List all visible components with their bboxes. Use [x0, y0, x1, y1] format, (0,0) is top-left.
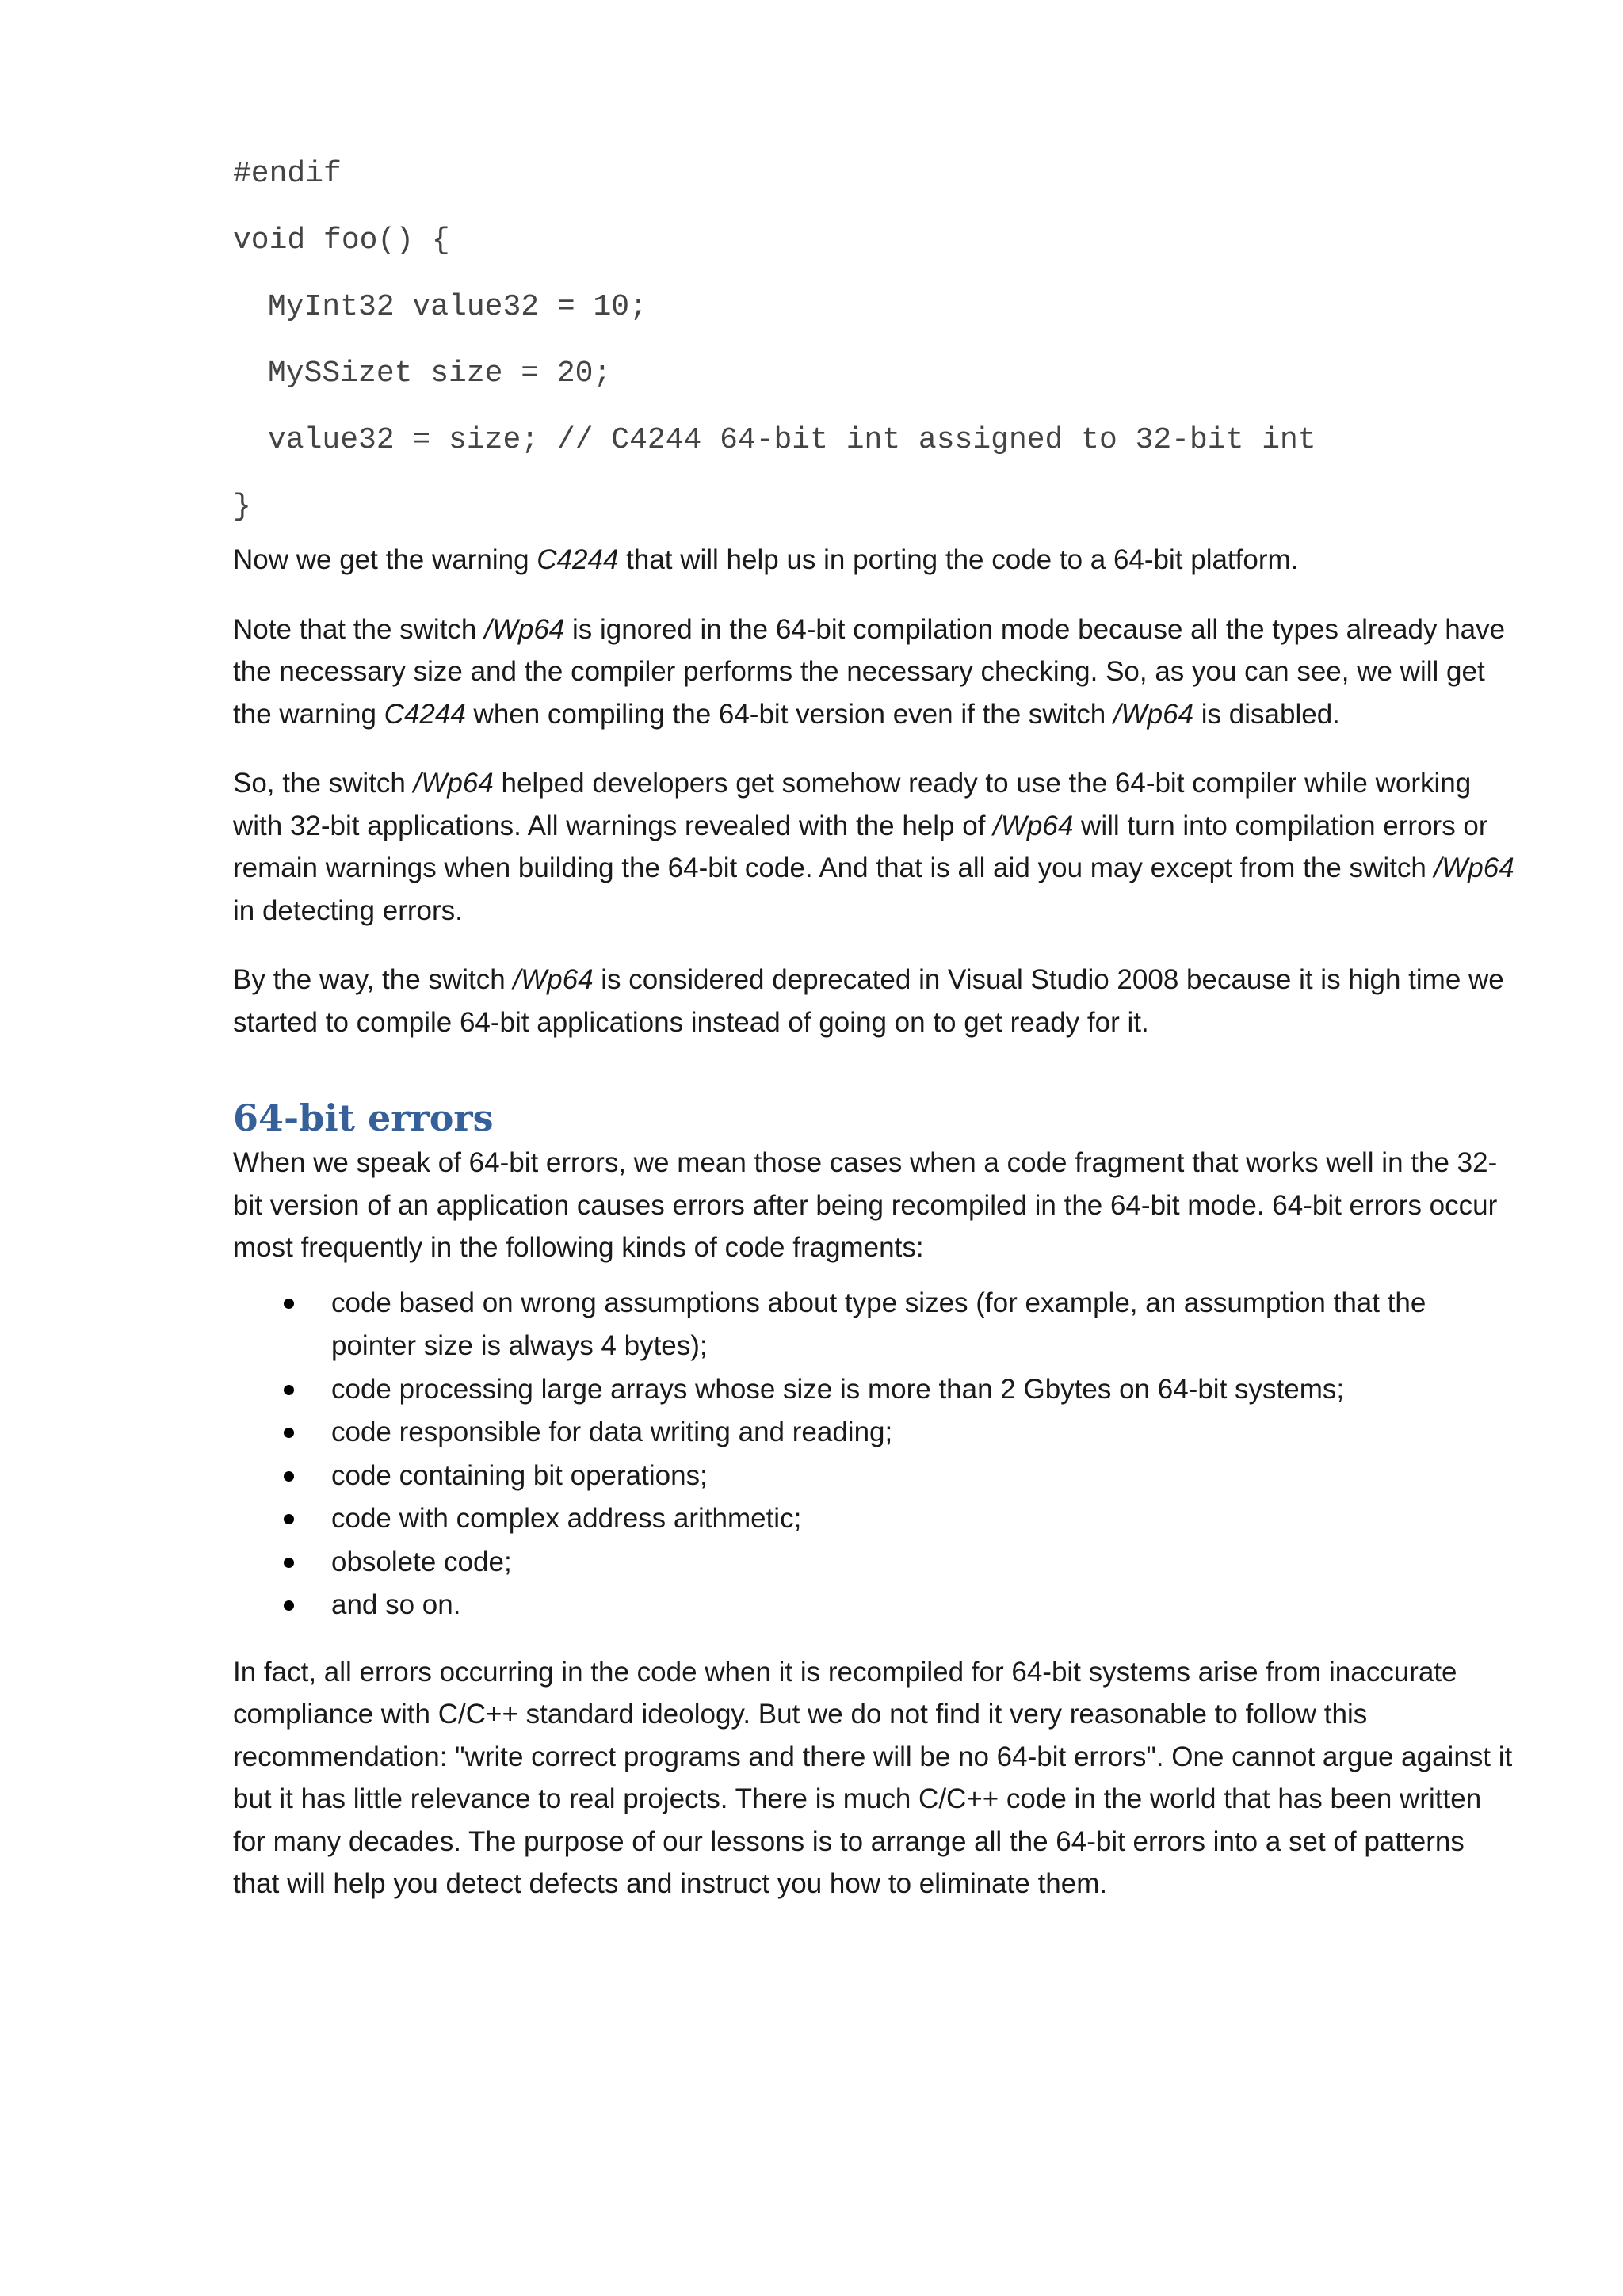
text-span: Now we get the warning — [233, 544, 537, 575]
list-item-text: code based on wrong assumptions about type sizes (for example, an assumption that the pointer size is always 4 bytes); — [331, 1287, 1426, 1361]
text-italic: /Wp64 — [1434, 852, 1514, 883]
list-item — [233, 1455, 1517, 1498]
bullet-icon — [284, 1600, 294, 1611]
code-line: MySSizet size = 20; — [268, 357, 612, 391]
section-heading: 64-bit errors — [233, 1097, 494, 1139]
code-block — [233, 151, 1517, 539]
text-italic: /Wp64 — [513, 964, 594, 995]
paragraph-switch-helped — [233, 762, 1517, 932]
list-item-text: code processing large arrays whose size is more than 2 Gbytes on 64-bit systems; — [331, 1373, 1345, 1405]
text-span: is considered deprecated in Visual Studio 2008 because it is high time we started to compile 64-bit applications instead of going on to get ready for it. — [233, 964, 1504, 1038]
list-item-text: obsolete code; — [331, 1546, 512, 1577]
bullet-icon — [284, 1514, 294, 1524]
code-line: MyInt32 value32 = 10; — [268, 290, 647, 324]
list-item — [233, 1584, 1517, 1627]
text-span: in detecting errors. — [233, 894, 463, 926]
list-item-text: and so on. — [331, 1589, 461, 1620]
paragraph-conclusion: In fact, all errors occurring in the code when it is recompiled for 64-bit systems arise from inaccurate compliance with C/C++ standard ideology. But we do not find it very reasonable to follow this recommendation: "write correct programs and there will be no 64-bit errors". One cannot argue against it but it has little relevance to real projects. There is much C/C++ code in the world that has been written for many decades. The purpose of our lessons is to arrange all the 64-bit errors into a set of patterns that will help you detect defects and instruct you how to eliminate them. — [233, 1656, 1513, 1899]
text-span: Note that the switch — [233, 613, 485, 645]
list-item — [233, 1368, 1517, 1412]
bullet-list — [233, 1282, 1517, 1627]
text-italic: /Wp64 — [993, 810, 1074, 841]
text-span: is disabled. — [1193, 698, 1340, 730]
paragraph-switch-ignored — [233, 608, 1517, 736]
list-item-text: code containing bit operations; — [331, 1459, 708, 1491]
code-line: void foo() { — [233, 223, 450, 257]
list-item — [233, 1282, 1517, 1368]
text-span: when compiling the 64-bit version even if the switch — [465, 698, 1113, 730]
text-italic: C4244 — [537, 544, 619, 575]
text-span: By the way, the switch — [233, 964, 514, 995]
text-span: will turn into compilation errors or remain warnings when building the 64-bit code. And that is all aid you may except from the switch — [233, 810, 1488, 883]
text-italic: /Wp64 — [484, 613, 565, 645]
text-italic: /Wp64 — [1113, 698, 1194, 730]
document-page — [233, 151, 1517, 1932]
list-item — [233, 1541, 1517, 1585]
text-italic: C4244 — [384, 698, 466, 730]
paragraph-deprecated — [233, 959, 1517, 1043]
bullet-icon — [284, 1385, 294, 1395]
paragraph-64bit-errors-intro: When we speak of 64-bit errors, we mean those cases when a code fragment that works well in the 32-bit version of an application causes errors after being recompiled in the 64-bit mode. 64-bit errors occur most frequently in the following kinds of code fragments: — [233, 1147, 1498, 1263]
list-item-text: code with complex address arithmetic; — [331, 1503, 802, 1534]
bullet-icon — [284, 1558, 294, 1568]
list-item — [233, 1411, 1517, 1455]
text-span: is ignored in the 64-bit compilation mode because all the types already have the necessary size and the compiler performs the necessary checking. So, as you can see, we will get the warning — [233, 613, 1506, 730]
text-italic: /Wp64 — [413, 768, 494, 799]
bullet-icon — [284, 1299, 294, 1309]
code-line: value32 = size; // C4244 64-bit int assigned to 32-bit int — [268, 423, 1316, 457]
text-span: helped developers get somehow ready to use the 64-bit compiler while working with 32-bit applications. All warnings revealed with the help of — [233, 768, 1472, 841]
code-line: } — [233, 490, 251, 524]
paragraph-warning — [233, 539, 1517, 582]
list-item — [233, 1497, 1517, 1541]
list-item-text: code responsible for data writing and reading; — [331, 1417, 893, 1447]
bullet-icon — [284, 1428, 294, 1438]
code-line: #endif — [233, 157, 342, 191]
text-span: that will help us in porting the code to a 64-bit platform. — [618, 544, 1299, 575]
text-span: So, the switch — [233, 768, 414, 799]
bullet-icon — [284, 1471, 294, 1482]
